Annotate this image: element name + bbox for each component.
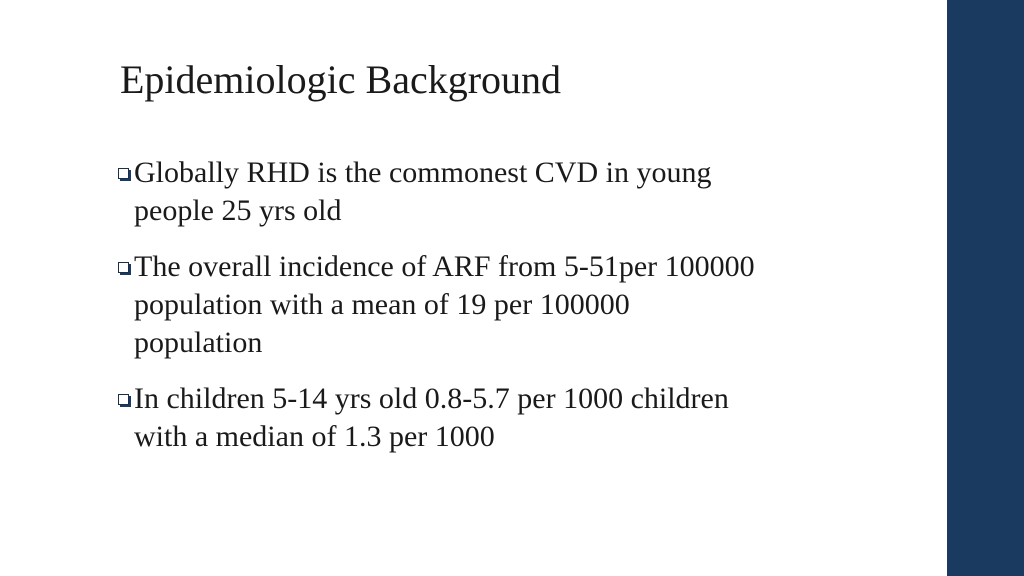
bullet-text: In children 5-14 yrs old 0.8-5.7 per 1000 children with a median of 1.3 per 1000 <box>134 382 729 453</box>
bullet-item <box>116 154 756 230</box>
bullet-item <box>116 380 756 456</box>
square-bullet-icon <box>118 168 129 179</box>
square-bullet-icon <box>118 394 129 405</box>
square-bullet-icon <box>118 262 129 273</box>
bullet-text: Globally RHD is the commonest CVD in young people 25 yrs old <box>134 156 712 227</box>
bullet-list <box>116 154 756 474</box>
bullet-text: The overall incidence of ARF from 5-51per 100000 population with a mean of 19 per 100000 population <box>134 250 755 359</box>
side-accent-bar <box>947 0 1024 576</box>
slide-title: Epidemiologic Background <box>120 57 562 102</box>
bullet-item <box>116 248 756 362</box>
